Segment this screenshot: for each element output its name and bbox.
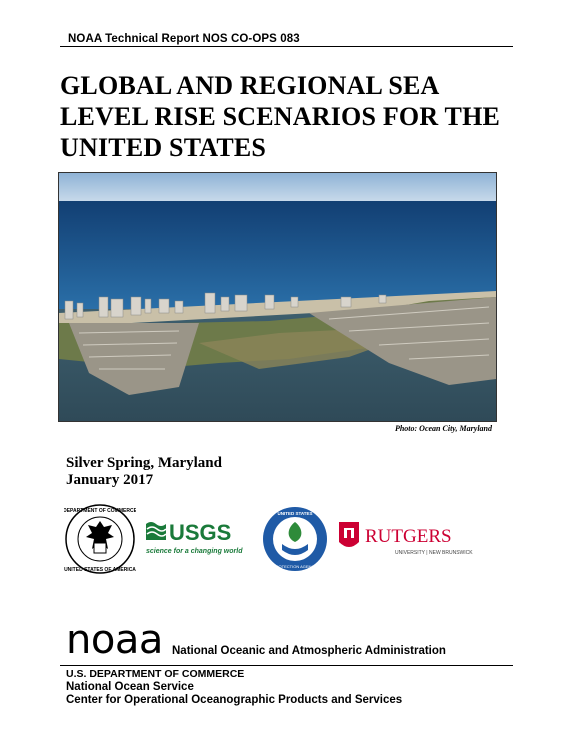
commerce-seal-logo bbox=[64, 503, 136, 575]
noaa-full-name: National Oceanic and Atmospheric Administration bbox=[172, 645, 446, 657]
usgs-tagline: science for a changing world bbox=[146, 548, 243, 555]
place-city: Silver Spring, Maryland bbox=[66, 455, 222, 471]
rutgers-logo bbox=[337, 518, 487, 558]
svg-text:PROTECTION AGENCY: PROTECTION AGENCY bbox=[272, 564, 318, 569]
center-name: Center for Operational Oceanographic Products and Services bbox=[66, 694, 403, 706]
footer-rule bbox=[60, 665, 513, 666]
svg-text:UNITED STATES: UNITED STATES bbox=[277, 511, 313, 516]
usgs-wordmark: USGS bbox=[169, 520, 232, 545]
title-line-1: GLOBAL AND REGIONAL SEA bbox=[60, 71, 440, 100]
rutgers-subtitle: UNIVERSITY | NEW BRUNSWICK bbox=[395, 550, 473, 556]
place-date: January 2017 bbox=[66, 472, 154, 488]
photo-caption: Photo: Ocean City, Maryland bbox=[394, 424, 492, 433]
rutgers-wordmark: RUTGERS bbox=[365, 526, 452, 547]
header-rule bbox=[60, 46, 513, 47]
svg-text:UNITED STATES OF AMERICA: UNITED STATES OF AMERICA bbox=[64, 567, 136, 573]
report-id: NOAA Technical Report NOS CO-OPS 083 bbox=[68, 33, 300, 45]
report-title bbox=[60, 70, 530, 163]
publication-place bbox=[66, 455, 222, 489]
usgs-logo bbox=[145, 518, 245, 558]
noaa-wordmark: noaa bbox=[66, 617, 163, 663]
department-name: U.S. DEPARTMENT OF COMMERCE bbox=[66, 668, 245, 680]
title-line-2: LEVEL RISE SCENARIOS FOR THE bbox=[60, 102, 501, 131]
service-name: National Ocean Service bbox=[66, 681, 194, 693]
epa-seal-logo bbox=[262, 506, 328, 572]
svg-text:DEPARTMENT OF COMMERCE: DEPARTMENT OF COMMERCE bbox=[64, 508, 136, 514]
title-line-3: UNITED STATES bbox=[60, 133, 267, 162]
cover-photo bbox=[58, 172, 497, 422]
